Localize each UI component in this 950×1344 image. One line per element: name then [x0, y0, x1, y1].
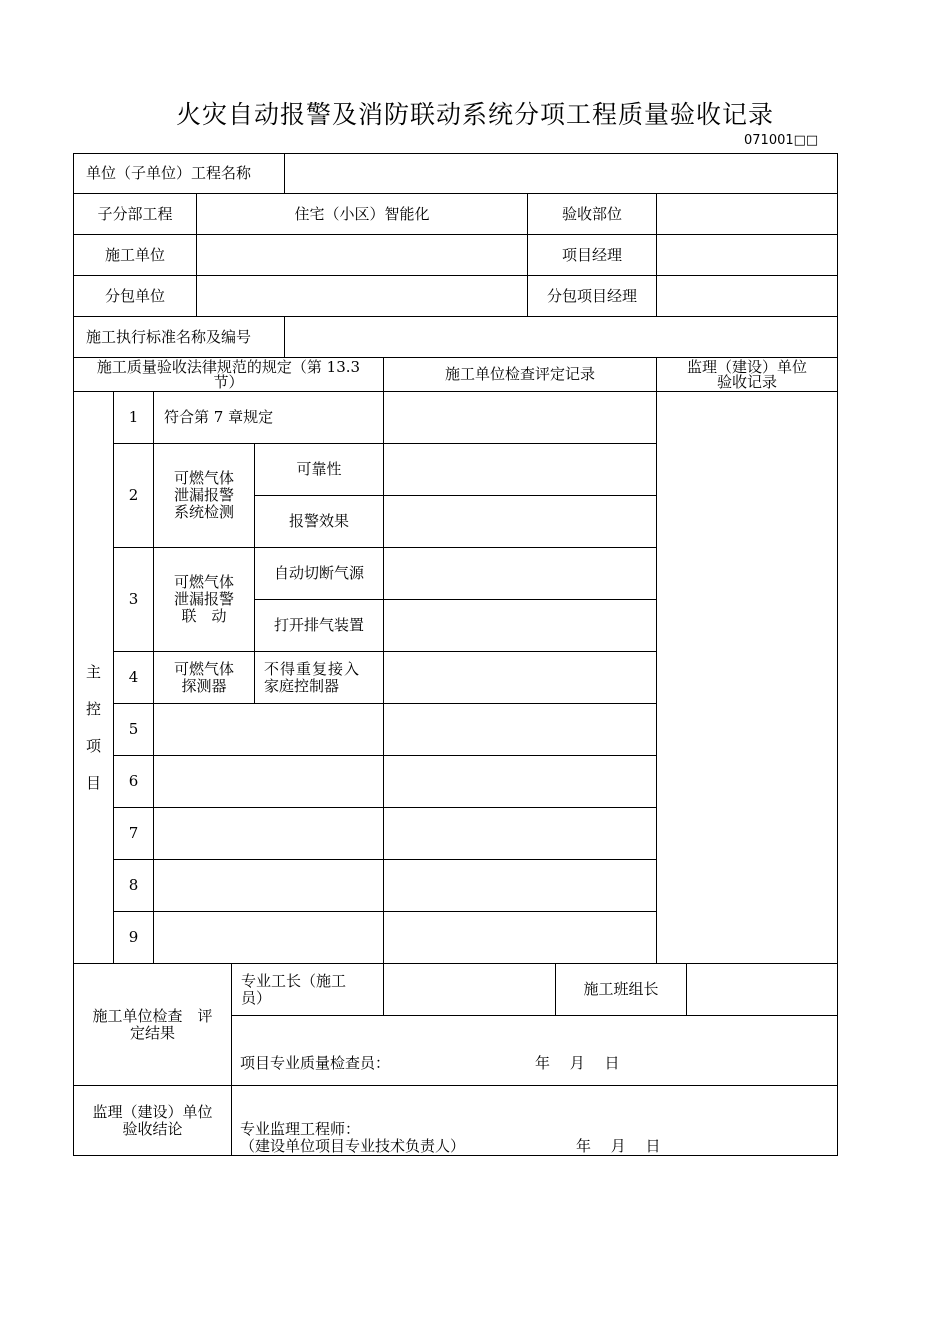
check-record-cell[interactable] — [384, 392, 656, 443]
page-title: 火灾自动报警及消防联动系统分项工程质量验收记录 — [175, 100, 774, 129]
conclusion-date: 年 月 日 — [576, 1136, 661, 1155]
item-sub-line: 家庭控制器 — [264, 676, 340, 695]
item-sub-home-controller — [255, 652, 383, 703]
main-control-char: 主 — [85, 662, 101, 681]
subcontract-unit-label: 分包单位 — [104, 286, 165, 305]
item-sub-alarm-effect: 报警效果 — [288, 512, 349, 530]
form-code: 071001□□ — [744, 133, 819, 148]
acceptance-part-field[interactable] — [657, 194, 837, 234]
foreman-field[interactable] — [384, 964, 555, 1015]
item-group — [154, 444, 254, 547]
check-record-header: 施工单位检查评定记录 — [444, 365, 595, 383]
spec-header-line2: 节） — [213, 372, 244, 391]
check-record-cell[interactable] — [384, 444, 656, 495]
supervision-record-cell[interactable] — [657, 392, 837, 963]
construction-result-label — [74, 964, 231, 1085]
check-record-cell[interactable] — [384, 912, 656, 963]
foreman-label — [232, 964, 383, 1015]
item-requirement[interactable] — [154, 808, 383, 859]
check-record-cell[interactable] — [384, 600, 656, 651]
item-number: 5 — [128, 720, 139, 738]
team-leader-field[interactable] — [687, 964, 837, 1015]
item-number: 7 — [128, 824, 139, 842]
main-control-char: 控 — [85, 699, 101, 718]
item-group-line: 可燃气体 — [173, 469, 234, 487]
conclusion-label-line2: 验收结论 — [122, 1119, 183, 1138]
sub-project-value: 住宅（小区）智能化 — [294, 204, 430, 223]
subcontract-manager-field[interactable] — [657, 276, 837, 316]
item-group-line: 联 动 — [181, 607, 227, 625]
result-label-line2: 定结果 — [129, 1023, 175, 1042]
standard-label: 施工执行标准名称及编号 — [86, 327, 252, 346]
foreman-label-line2: 员） — [241, 988, 272, 1007]
item-requirement[interactable] — [154, 912, 383, 963]
item-sub-line: 不得重复接入 — [264, 659, 361, 678]
sub-project-label: 子分部工程 — [97, 204, 173, 223]
item-requirement[interactable] — [154, 704, 383, 755]
supervision-engineer-label: 专业监理工程师： — [240, 1119, 361, 1138]
foreman-label-line1: 专业工长（施工 — [241, 971, 347, 990]
spec-header-line1: 施工质量验收法律规范的规定（第 13.3 — [96, 357, 361, 376]
construction-unit-field[interactable] — [197, 235, 527, 275]
item-sub-reliability: 可靠性 — [296, 460, 342, 478]
main-control-label — [74, 392, 113, 963]
item-group-line: 泄漏报警 — [173, 486, 234, 504]
construction-unit-label: 施工单位 — [104, 245, 165, 264]
item-number: 1 — [128, 408, 139, 426]
item-group-line: 泄漏报警 — [173, 590, 234, 608]
item-number: 3 — [128, 590, 139, 608]
item-group — [154, 548, 254, 651]
subcontract-manager-label: 分包项目经理 — [546, 286, 637, 305]
item-number: 6 — [128, 772, 139, 790]
item-requirement: 符合第 7 章规定 — [164, 408, 274, 426]
check-record-cell[interactable] — [384, 704, 656, 755]
supervision-header-line2: 验收记录 — [716, 372, 777, 391]
team-leader-label: 施工班组长 — [583, 980, 659, 998]
check-record-cell[interactable] — [384, 548, 656, 599]
unit-project-field[interactable] — [285, 154, 837, 193]
item-group-line: 探测器 — [181, 676, 227, 695]
check-record-cell[interactable] — [384, 496, 656, 547]
project-manager-field[interactable] — [657, 235, 837, 275]
item-number: 9 — [128, 928, 139, 946]
item-group-line: 可燃气体 — [173, 659, 234, 678]
tech-lead-label: （建设单位项目专业技术负责人） — [240, 1136, 466, 1155]
main-control-char: 目 — [85, 773, 101, 792]
subcontract-unit-field[interactable] — [197, 276, 527, 316]
inspection-date: 年 月 日 — [535, 1053, 620, 1072]
project-manager-label: 项目经理 — [561, 245, 622, 264]
item-group — [154, 652, 254, 703]
conclusion-label-line1: 监理（建设）单位 — [92, 1102, 213, 1121]
check-record-cell[interactable] — [384, 652, 656, 703]
supervision-header-line1: 监理（建设）单位 — [686, 357, 807, 376]
item-group-line: 系统检测 — [173, 503, 234, 521]
item-group-line: 可燃气体 — [173, 573, 234, 591]
item-sub-exhaust: 打开排气装置 — [273, 616, 364, 634]
item-requirement[interactable] — [154, 756, 383, 807]
check-record-cell[interactable] — [384, 860, 656, 911]
item-number: 4 — [128, 668, 139, 686]
item-sub-gas-cutoff: 自动切断气源 — [273, 564, 364, 582]
unit-project-label: 单位（子单位）工程名称 — [86, 164, 252, 182]
acceptance-part-label: 验收部位 — [561, 204, 622, 223]
spec-header — [74, 358, 383, 391]
supervision-header — [657, 358, 837, 391]
standard-field[interactable] — [285, 317, 837, 357]
item-requirement[interactable] — [154, 860, 383, 911]
item-number: 8 — [128, 876, 139, 894]
check-record-cell[interactable] — [384, 756, 656, 807]
item-number: 2 — [128, 486, 139, 504]
quality-inspector-label: 项目专业质量检查员： — [240, 1053, 391, 1072]
check-record-cell[interactable] — [384, 808, 656, 859]
result-label-line1: 施工单位检查 评 — [92, 1006, 213, 1025]
main-control-char: 项 — [85, 736, 101, 755]
supervision-conclusion-label — [74, 1086, 231, 1155]
